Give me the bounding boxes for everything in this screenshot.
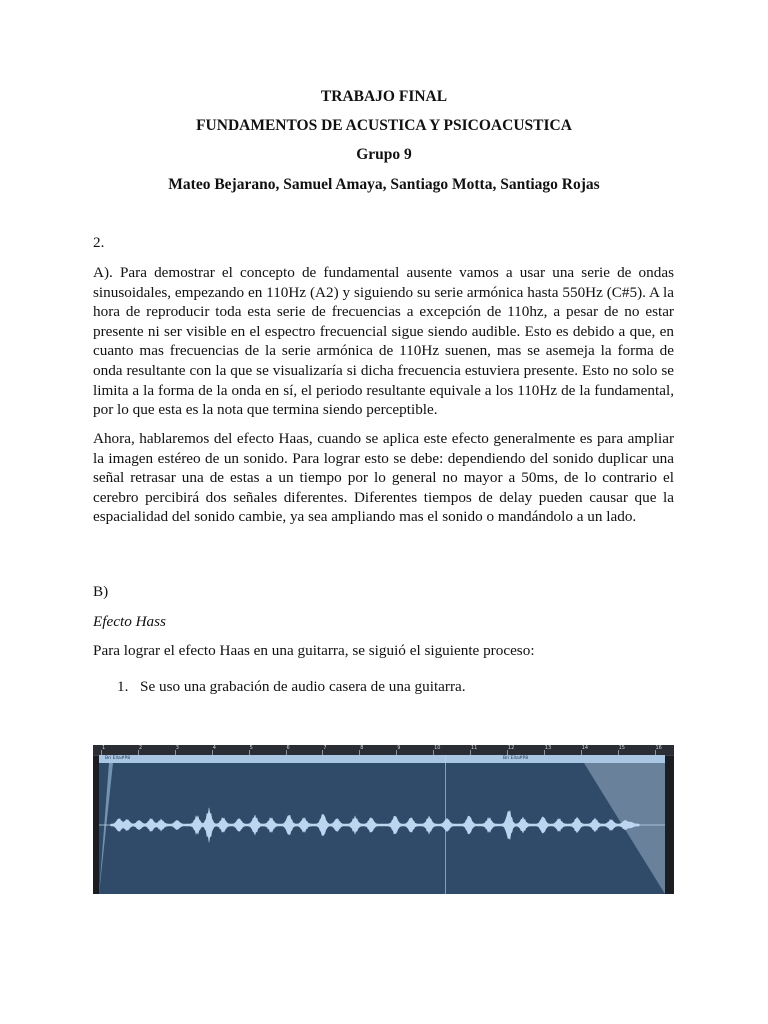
ruler-mark: 10 <box>434 745 441 751</box>
clip-label-left: Bri Ella#P8 <box>105 756 131 761</box>
ruler-mark: 14 <box>581 745 589 751</box>
ruler-mark: 12 <box>507 745 515 751</box>
process-intro: Para lograr el efecto Haas en una guitarra, se siguió el siguiente proceso: <box>93 642 535 659</box>
step-number: 1. <box>117 678 129 695</box>
step-text: Se uso una grabación de audio casera de una guitarra. <box>140 678 466 695</box>
ruler-mark: 16 <box>655 745 662 751</box>
daw-screenshot <box>93 745 674 894</box>
authors: Mateo Bejarano, Samuel Amaya, Santiago Motta, Santiago Rojas <box>168 176 600 193</box>
ruler-mark: 9 <box>397 745 401 751</box>
section-label-b: B) <box>93 583 109 600</box>
effect-heading: Efecto Hass <box>93 613 166 630</box>
ruler-mark: 3 <box>175 745 179 751</box>
ruler-mark: 8 <box>360 745 364 751</box>
clip-label-right: Bri Ella#P8 <box>503 756 529 761</box>
playhead-line <box>445 755 446 894</box>
ruler-mark: 1 <box>102 745 106 751</box>
section-number: 2. <box>93 234 105 251</box>
paragraph-missing-fundamental: A). Para demostrar el concepto de fundamental ausente vamos a usar una serie de ondas sinusoidales, empezando en 110Hz (A2) y siguiendo su serie armónica hasta 550Hz (C#5). A la hora de reproducir toda esta serie de frecuencias a excepción de 110hz, a pesar de no estar presente ni ser visible en el espectro frecuencial sigue siendo audible. Esto es debido a que, en cuanto mas frecuencias de la serie armónica de 110Hz suenen, mas se asemeja la forma de onda resultante con la que se visualizaría si dicha frecuencia estuviera presente. Esto no solo se limita a la forma de la onda en sí, el periodo resultante equivale a los 110Hz de la fundamental, por lo que esta es la nota que termina siendo perceptible. <box>93 264 674 419</box>
document-title: TRABAJO FINAL <box>320 88 448 105</box>
ruler-mark: 13 <box>544 745 552 751</box>
waveform-graphic <box>99 763 665 894</box>
ruler-mark: 11 <box>471 745 478 751</box>
audio-clip <box>99 755 665 894</box>
group-name: Grupo 9 <box>356 146 412 163</box>
course-name: FUNDAMENTOS DE ACUSTICA Y PSICOACUSTICA <box>196 117 572 134</box>
ruler-mark: 7 <box>323 745 327 751</box>
paragraph-haas-effect: Ahora, hablaremos del efecto Haas, cuando se aplica este efecto generalmente es para ampliar la imagen estéreo de un sonido. Para lograr esto se debe: dependiendo del sonido duplicar una señal retrasar una de estas a un tiempo por lo general no mayor a 50ms, de lo contrario el cerebro percibirá dos señales diferentes. Diferentes tiempos de delay pueden causar que la espacialidad del sonido cambie, ya sea ampliando mas el sonido o mandándolo a un lado. <box>93 430 674 526</box>
ruler-mark: 15 <box>618 745 625 751</box>
waveform-path <box>99 808 665 842</box>
ruler-mark: 4 <box>212 745 216 751</box>
fade-in-region <box>99 763 113 894</box>
ruler-mark: 5 <box>249 745 253 751</box>
clip-header <box>99 755 665 763</box>
ruler-mark: 2 <box>138 745 143 751</box>
ruler-mark: 6 <box>286 745 290 751</box>
